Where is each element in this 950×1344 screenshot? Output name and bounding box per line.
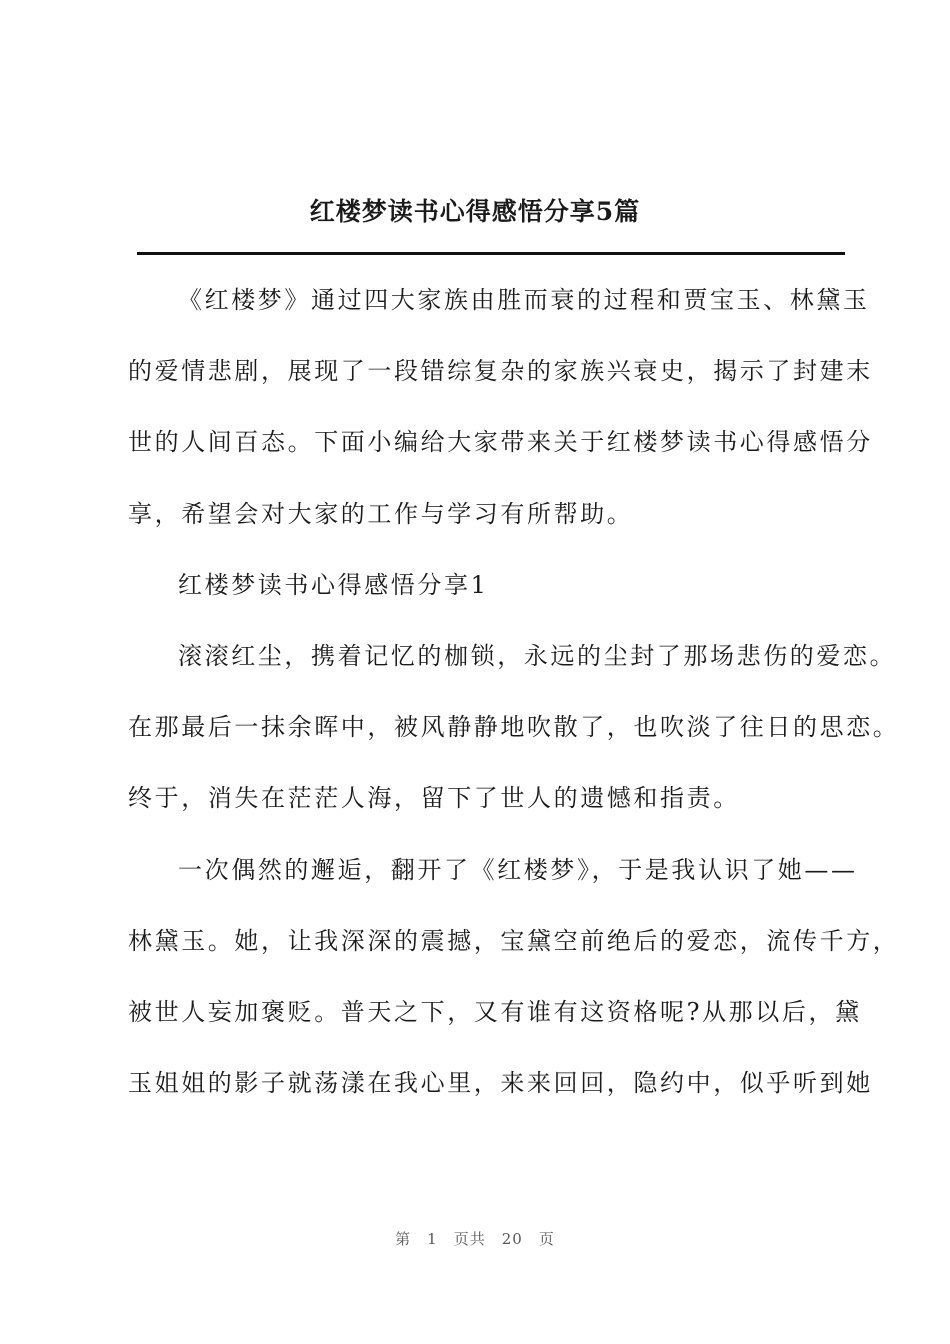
footer-page-number: 1 xyxy=(427,1230,438,1248)
body-line-2: 的爱情悲剧，展现了一段错综复杂的家族兴衰史，揭示了封建末 xyxy=(128,357,873,385)
body-line-3: 世的人间百态。下面小编给大家带来关于红楼梦读书心得感悟分 xyxy=(128,428,873,456)
footer-total-pages: 20 xyxy=(501,1230,523,1248)
body-line-7: 在那最后一抹余晖中，被风静静地吹散了，也吹淡了往日的思恋。 xyxy=(128,713,900,741)
body-line-11: 被世人妄加褒贬。普天之下，又有谁有这资格呢?从那以后，黛 xyxy=(128,998,862,1026)
body-line-1: 《红楼梦》通过四大家族由胜而衰的过程和贾宝玉、林黛玉 xyxy=(178,286,870,314)
title-underline xyxy=(137,252,845,255)
footer-suffix: 页 xyxy=(538,1230,555,1248)
body-line-12: 玉姐姐的影子就荡漾在我心里，来来回回，隐约中，似乎听到她 xyxy=(128,1069,873,1097)
body-line-4: 享，希望会对大家的工作与学习有所帮助。 xyxy=(128,500,634,528)
footer-middle: 页共 xyxy=(453,1230,486,1248)
page-footer xyxy=(0,1228,950,1249)
document-title: 红楼梦读书心得感悟分享5篇 xyxy=(309,197,641,226)
body-line-6: 滚滚红尘，携着记忆的枷锁，永远的尘封了那场悲伤的爱恋。 xyxy=(178,642,897,670)
body-line-8: 终于，消失在茫茫人海，留下了世人的遗憾和指责。 xyxy=(128,784,740,812)
footer-prefix: 第 xyxy=(395,1230,412,1248)
section-heading-1: 红楼梦读书心得感悟分享1 xyxy=(178,571,489,599)
body-line-9: 一次偶然的邂逅，翻开了《红楼梦》，于是我认识了她—— xyxy=(178,856,858,884)
body-line-10: 林黛玉。她，让我深深的震撼，宝黛空前绝后的爱恋，流传千方， xyxy=(128,927,900,955)
